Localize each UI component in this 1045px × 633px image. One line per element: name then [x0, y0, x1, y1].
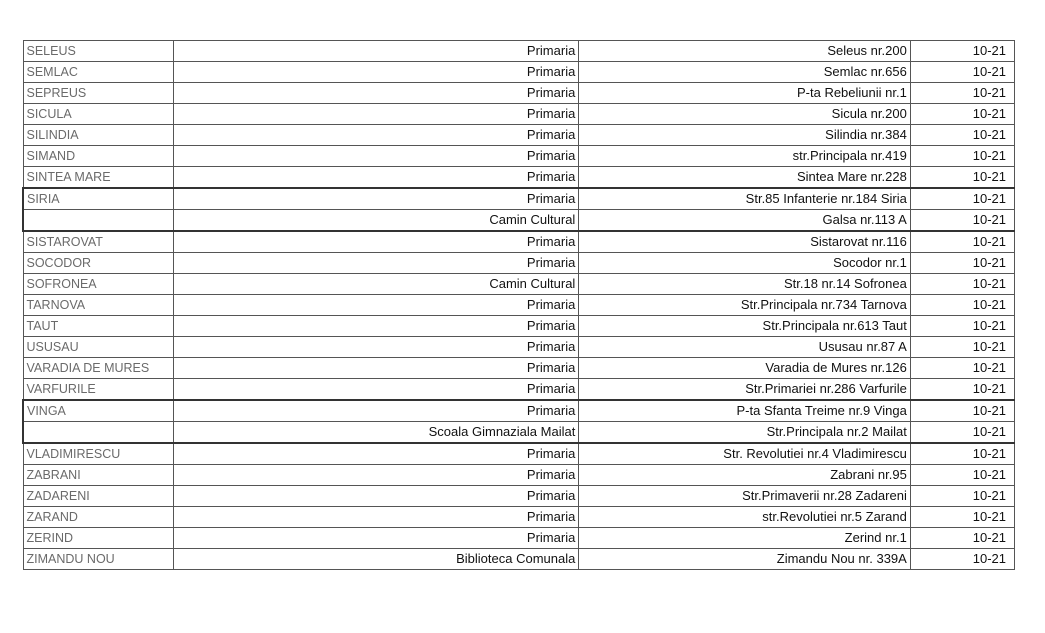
locality-cell: ZABRANI — [23, 465, 173, 486]
locality-cell — [23, 210, 173, 232]
institution-cell: Primaria — [173, 507, 579, 528]
table-row — [23, 549, 1015, 570]
code-cell: 10-21 — [910, 295, 1014, 316]
table-row — [23, 83, 1015, 104]
address-cell: Str.Primariei nr.286 Varfurile — [579, 379, 911, 401]
code-cell: 10-21 — [910, 167, 1014, 189]
institution-cell: Primaria — [173, 146, 579, 167]
address-cell: Socodor nr.1 — [579, 253, 911, 274]
locality-cell: VARFURILE — [23, 379, 173, 401]
locality-cell: VLADIMIRESCU — [23, 443, 173, 465]
code-cell: 10-21 — [910, 231, 1014, 253]
institution-cell: Primaria — [173, 104, 579, 125]
code-cell: 10-21 — [910, 146, 1014, 167]
code-cell: 10-21 — [910, 104, 1014, 125]
address-cell: Silindia nr.384 — [579, 125, 911, 146]
locality-cell: SISTAROVAT — [23, 231, 173, 253]
table-row — [23, 125, 1015, 146]
table-row — [23, 210, 1015, 232]
table-row — [23, 316, 1015, 337]
institution-cell: Primaria — [173, 188, 579, 210]
table-row — [23, 400, 1015, 422]
table-row — [23, 422, 1015, 444]
table-row — [23, 146, 1015, 167]
institution-cell: Primaria — [173, 337, 579, 358]
locality-cell: TARNOVA — [23, 295, 173, 316]
locality-cell: USUSAU — [23, 337, 173, 358]
locality-cell: SOCODOR — [23, 253, 173, 274]
table-row — [23, 379, 1015, 401]
address-cell: str.Principala nr.419 — [579, 146, 911, 167]
address-cell: Varadia de Mures nr.126 — [579, 358, 911, 379]
institution-cell: Primaria — [173, 528, 579, 549]
code-cell: 10-21 — [910, 210, 1014, 232]
code-cell: 10-21 — [910, 486, 1014, 507]
address-cell: Zabrani nr.95 — [579, 465, 911, 486]
code-cell: 10-21 — [910, 422, 1014, 444]
institution-cell: Biblioteca Comunala — [173, 549, 579, 570]
table-row — [23, 231, 1015, 253]
locality-cell: VARADIA DE MURES — [23, 358, 173, 379]
locality-cell: VINGA — [23, 400, 173, 422]
table-row — [23, 528, 1015, 549]
locality-cell: SELEUS — [23, 41, 173, 62]
code-cell: 10-21 — [910, 507, 1014, 528]
locality-cell: SIRIA — [23, 188, 173, 210]
institution-cell: Primaria — [173, 316, 579, 337]
institution-cell: Primaria — [173, 83, 579, 104]
institution-cell: Primaria — [173, 465, 579, 486]
address-cell: Str. Revolutiei nr.4 Vladimirescu — [579, 443, 911, 465]
locality-cell: ZIMANDU NOU — [23, 549, 173, 570]
document-sheet — [22, 40, 1015, 570]
locality-cell: SILINDIA — [23, 125, 173, 146]
table-row — [23, 274, 1015, 295]
table-row — [23, 167, 1015, 189]
institution-cell: Primaria — [173, 486, 579, 507]
locality-cell: SINTEA MARE — [23, 167, 173, 189]
institution-cell: Primaria — [173, 358, 579, 379]
address-cell: Semlac nr.656 — [579, 62, 911, 83]
table-row — [23, 41, 1015, 62]
code-cell: 10-21 — [910, 400, 1014, 422]
table-row — [23, 295, 1015, 316]
code-cell: 10-21 — [910, 188, 1014, 210]
table-row — [23, 465, 1015, 486]
address-cell: Str.Principala nr.613 Taut — [579, 316, 911, 337]
address-cell: Str.Principala nr.734 Tarnova — [579, 295, 911, 316]
code-cell: 10-21 — [910, 41, 1014, 62]
institution-cell: Primaria — [173, 253, 579, 274]
code-cell: 10-21 — [910, 358, 1014, 379]
locality-cell — [23, 422, 173, 444]
institution-cell: Primaria — [173, 41, 579, 62]
institution-cell: Primaria — [173, 443, 579, 465]
institution-cell: Primaria — [173, 62, 579, 83]
code-cell: 10-21 — [910, 62, 1014, 83]
table-row — [23, 253, 1015, 274]
address-cell: Seleus nr.200 — [579, 41, 911, 62]
institution-cell: Camin Cultural — [173, 274, 579, 295]
locality-cell: SEPREUS — [23, 83, 173, 104]
locations-table — [22, 40, 1015, 570]
address-cell: Str.Primaverii nr.28 Zadareni — [579, 486, 911, 507]
table-row — [23, 188, 1015, 210]
institution-cell: Scoala Gimnaziala Mailat — [173, 422, 579, 444]
locality-cell: SIMAND — [23, 146, 173, 167]
institution-cell: Primaria — [173, 295, 579, 316]
code-cell: 10-21 — [910, 253, 1014, 274]
institution-cell: Primaria — [173, 400, 579, 422]
institution-cell: Primaria — [173, 231, 579, 253]
address-cell: Zimandu Nou nr. 339A — [579, 549, 911, 570]
table-row — [23, 486, 1015, 507]
address-cell: Zerind nr.1 — [579, 528, 911, 549]
table-row — [23, 443, 1015, 465]
address-cell: P-ta Rebeliunii nr.1 — [579, 83, 911, 104]
address-cell: Str.Principala nr.2 Mailat — [579, 422, 911, 444]
locality-cell: ZADARENI — [23, 486, 173, 507]
address-cell: Str.85 Infanterie nr.184 Siria — [579, 188, 911, 210]
institution-cell: Primaria — [173, 379, 579, 401]
address-cell: P-ta Sfanta Treime nr.9 Vinga — [579, 400, 911, 422]
locality-cell: ZARAND — [23, 507, 173, 528]
address-cell: Sintea Mare nr.228 — [579, 167, 911, 189]
code-cell: 10-21 — [910, 465, 1014, 486]
code-cell: 10-21 — [910, 316, 1014, 337]
address-cell: Ususau nr.87 A — [579, 337, 911, 358]
address-cell: Galsa nr.113 A — [579, 210, 911, 232]
locality-cell: TAUT — [23, 316, 173, 337]
address-cell: Sistarovat nr.116 — [579, 231, 911, 253]
table-row — [23, 337, 1015, 358]
table-row — [23, 358, 1015, 379]
code-cell: 10-21 — [910, 549, 1014, 570]
code-cell: 10-21 — [910, 443, 1014, 465]
code-cell: 10-21 — [910, 528, 1014, 549]
code-cell: 10-21 — [910, 379, 1014, 401]
locality-cell: ZERIND — [23, 528, 173, 549]
table-row — [23, 507, 1015, 528]
institution-cell: Primaria — [173, 167, 579, 189]
address-cell: Str.18 nr.14 Sofronea — [579, 274, 911, 295]
code-cell: 10-21 — [910, 274, 1014, 295]
code-cell: 10-21 — [910, 83, 1014, 104]
address-cell: str.Revolutiei nr.5 Zarand — [579, 507, 911, 528]
table-body — [23, 41, 1015, 570]
locality-cell: SICULA — [23, 104, 173, 125]
locality-cell: SOFRONEA — [23, 274, 173, 295]
institution-cell: Primaria — [173, 125, 579, 146]
table-row — [23, 62, 1015, 83]
institution-cell: Camin Cultural — [173, 210, 579, 232]
locality-cell: SEMLAC — [23, 62, 173, 83]
code-cell: 10-21 — [910, 337, 1014, 358]
code-cell: 10-21 — [910, 125, 1014, 146]
address-cell: Sicula nr.200 — [579, 104, 911, 125]
table-row — [23, 104, 1015, 125]
